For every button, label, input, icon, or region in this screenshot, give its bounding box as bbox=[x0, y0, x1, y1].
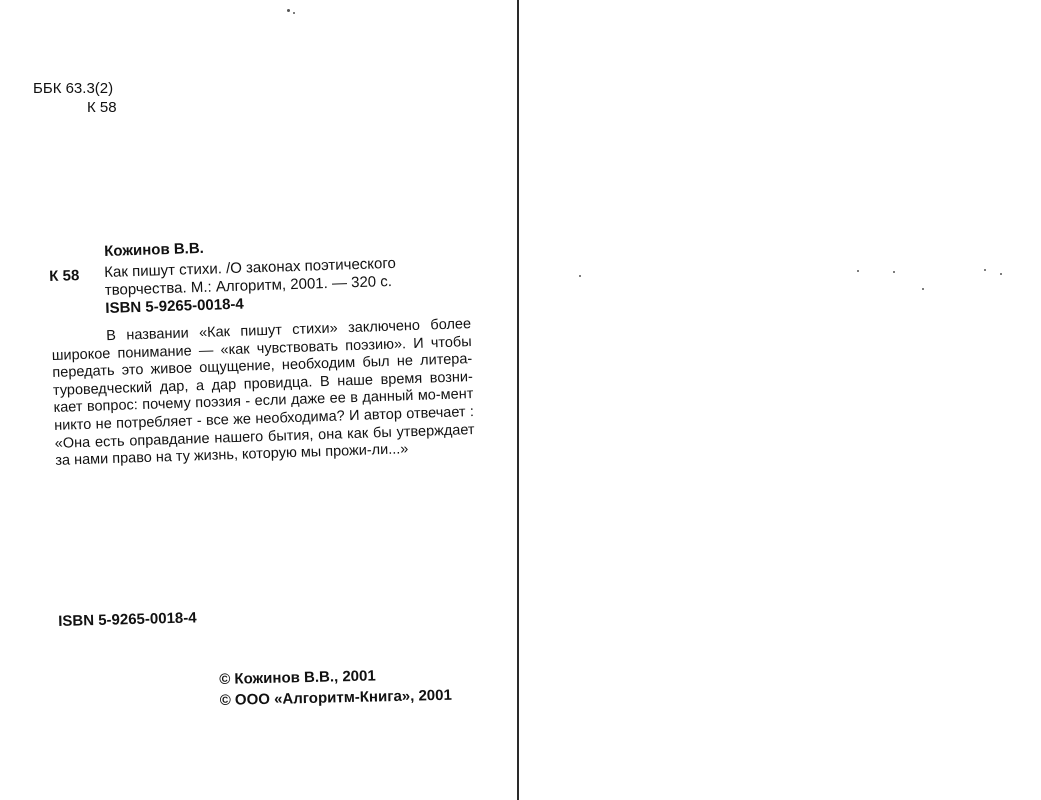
author-name: Кожинов В.В. bbox=[104, 239, 205, 260]
isbn-bottom: ISBN 5-9265-0018-4 bbox=[58, 609, 197, 630]
scan-speck bbox=[293, 12, 295, 14]
bbk-author-mark: К 58 bbox=[87, 99, 117, 116]
right-page bbox=[519, 0, 1041, 800]
copyright-block bbox=[219, 664, 452, 711]
biblio-title: Как пишут стихи. /О законах поэтического творчества. М.: Алгоритм, 2001. — 320 с. bbox=[104, 254, 397, 299]
bbk-code: ББК 63.3(2) bbox=[33, 80, 114, 97]
annotation bbox=[51, 316, 475, 471]
scan-speck bbox=[579, 275, 581, 277]
bbk-classification bbox=[33, 79, 117, 117]
left-page bbox=[0, 0, 518, 800]
bibliographic-record bbox=[104, 252, 476, 318]
call-number: К 58 bbox=[49, 267, 80, 285]
scan-speck bbox=[287, 9, 290, 12]
biblio-isbn: ISBN 5-9265-0018-4 bbox=[105, 295, 245, 317]
scan-speck bbox=[857, 270, 859, 272]
copyright-publisher: © ООО «Алгоритм-Книга», 2001 bbox=[219, 686, 453, 709]
copyright-author: © Кожинов В.В., 2001 bbox=[219, 667, 376, 688]
scan-speck bbox=[1000, 273, 1002, 275]
scan-speck bbox=[984, 269, 986, 271]
scan-speck bbox=[922, 288, 924, 290]
scan-speck bbox=[893, 271, 895, 273]
annotation-text: В названии «Как пишут стихи» заключено более широкое понимание — «как чувствовать поэзию». И чтобы передать это живое ощущение, необходим был не литера-туроведческий дар, а дар провидца. В наше время возни-кает вопрос: почему поэзия - если даже ее в данный мо-мент никто не потребляет - все же необходима? И автор отвечает : «Она есть оправдание нашего бытия, она как бы утверждает за нами право на ту жизнь, которую мы прожи-ли...» bbox=[51, 316, 475, 470]
